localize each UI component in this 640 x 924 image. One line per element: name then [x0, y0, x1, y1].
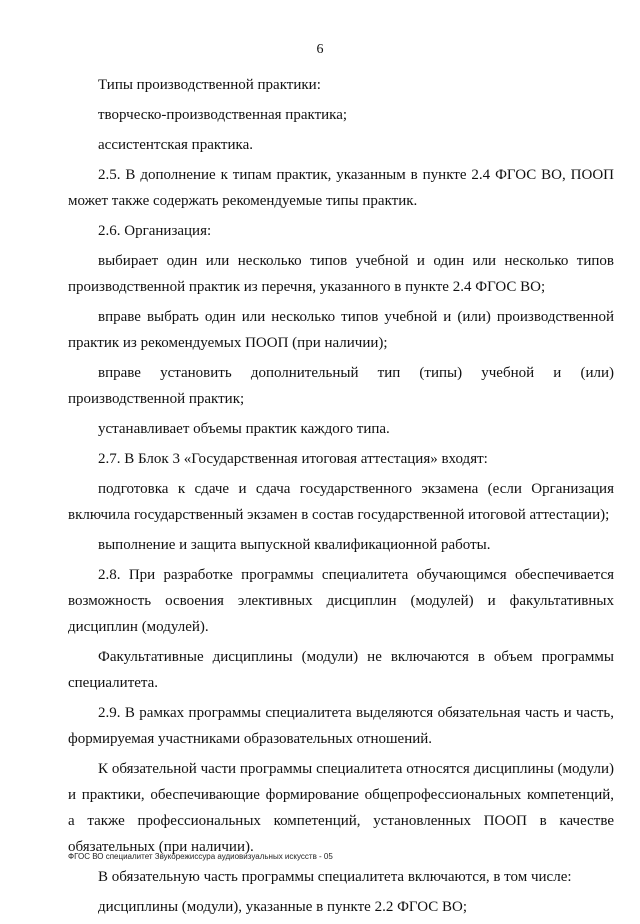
paragraph: выбирает один или несколько типов учебной и один или несколько типов производственной практик из перечня, указанного в пункте 2.4 ФГОС ВО;: [68, 253, 614, 295]
paragraph: дисциплины (модули), указанные в пункте 2.2 ФГОС ВО;: [98, 899, 468, 915]
paragraph: 2.5. В дополнение к типам практик, указанным в пункте 2.4 ФГОС ВО, ПООП может также содержать рекомендуемые типы практик.: [68, 167, 614, 209]
paragraph: подготовка к сдаче и сдача государственного экзамена (если Организация включила государственный экзамен в состав государственной итоговой аттестации);: [68, 481, 614, 523]
paragraph: творческо-производственная практика;: [98, 107, 348, 123]
document-body: [68, 72, 614, 924]
page-number: 6: [316, 42, 324, 57]
paragraph: 2.9. В рамках программы специалитета выделяются обязательная часть и часть, формируемая участниками образовательных отношений.: [68, 705, 614, 747]
paragraph: вправе установить дополнительный тип (типы) учебной и (или) производственной практик;: [68, 365, 614, 407]
paragraph: К обязательной части программы специалитета относятся дисциплины (модули) и практики, обеспечивающие формирование общепрофессиональных компетенций, а также профессиональных компетенций, установленных ПООП в качестве обязательных (при наличии).: [68, 761, 614, 855]
paragraph: Типы производственной практики:: [98, 77, 321, 93]
paragraph: вправе выбрать один или несколько типов учебной и (или) производственной практик из рекомендуемых ПООП (при наличии);: [68, 309, 614, 351]
paragraph: 2.6. Организация:: [98, 223, 212, 239]
paragraph: Факультативные дисциплины (модули) не включаются в объем программы специалитета.: [68, 649, 614, 691]
paragraph: ассистентская практика.: [98, 137, 253, 153]
paragraph: устанавливает объемы практик каждого типа.: [98, 421, 390, 437]
paragraph: В обязательную часть программы специалитета включаются, в том числе:: [98, 869, 572, 885]
page-footer: ФГОС ВО специалитет Звукорежиссура аудиовизуальных искусств - 05: [68, 852, 333, 861]
paragraph: выполнение и защита выпускной квалификационной работы.: [98, 537, 491, 553]
paragraph: 2.7. В Блок 3 «Государственная итоговая аттестация» входят:: [98, 451, 488, 467]
paragraph: 2.8. При разработке программы специалитета обучающимся обеспечивается возможность освоения элективных дисциплин (модулей) и факультативных дисциплин (модулей).: [68, 567, 614, 635]
